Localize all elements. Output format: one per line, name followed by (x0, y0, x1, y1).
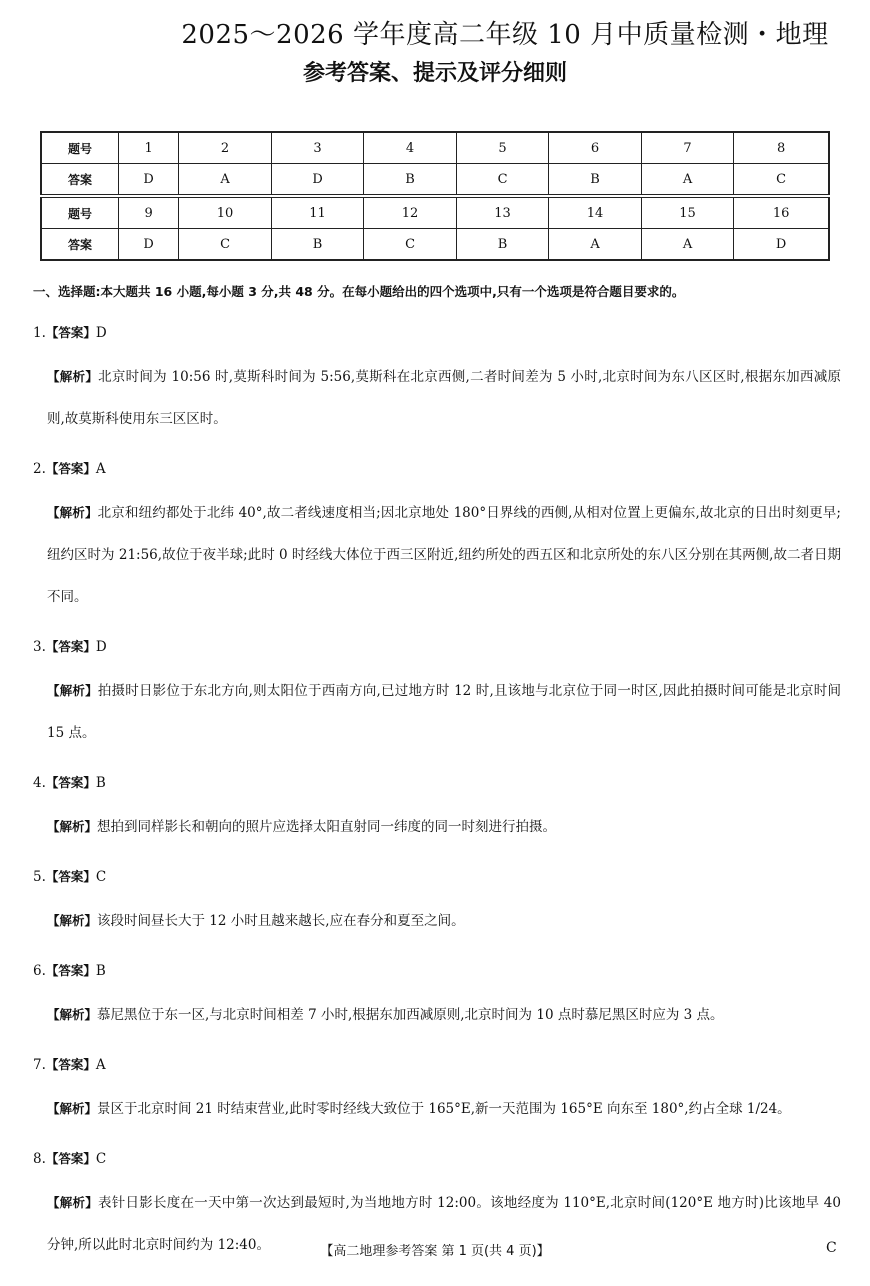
row-label-number: 题号 (41, 196, 119, 229)
explanation-tag: 【解析】 (47, 1101, 98, 1116)
section-intro: 一、选择题:本大题共 16 小题,每小题 3 分,共 48 分。在每小题给出的四个选项中,只有一个选项是符合题目要求的。 (33, 284, 685, 299)
explanation-text: 北京时间为 10:56 时,莫斯科时间为 5:56,莫斯科在北京西侧,二者时间差为 5 小时,北京时间为东八区区时,根据东加西减原则,故莫斯科使用东三区区时。 (47, 369, 841, 427)
explanation-text: 表针日影长度在一天中第一次达到最短时,为当地地方时 12:00。该地经度为 110°E,北京时间(120°E 地方时)比该地早 40 分钟,所以此时北京时间约为 12:40。 (47, 1195, 841, 1253)
explanation (47, 806, 841, 848)
answer-value: D (95, 639, 107, 655)
question-number-cell: 3 (271, 132, 364, 164)
answer-cell: A (641, 164, 734, 197)
question-number-cell: 15 (641, 196, 734, 229)
question-number-cell: 10 (179, 196, 272, 229)
answer-cell: C (456, 164, 549, 197)
question-number-cell: 7 (641, 132, 734, 164)
question-item (33, 774, 841, 848)
answer-line (33, 962, 841, 980)
explanation (47, 356, 841, 440)
explanation-text: 景区于北京时间 21 时结束营业,此时零时经线大致位于 165°E,新一天范围为 165°E 向东至 180°,约占全球 1/24。 (97, 1101, 791, 1117)
question-number-cell: 1 (119, 132, 179, 164)
question-item (33, 868, 841, 942)
row-label-answer: 答案 (41, 229, 119, 261)
question-item (33, 460, 841, 618)
explanation-tag: 【解析】 (47, 819, 98, 834)
answer-value: B (95, 963, 106, 979)
answer-cell: A (179, 164, 272, 197)
answer-cell: D (119, 164, 179, 197)
answer-cell: A (641, 229, 734, 261)
question-number: 6. (33, 963, 46, 979)
explanation (47, 670, 841, 754)
answer-tag: 【答案】 (45, 963, 96, 978)
explanation-text: 北京和纽约都处于北纬 40°,故二者线速度相当;因北京地处 180°日界线的西侧,从相对位置上更偏东,故北京的日出时刻更早;纽约区时为 21:56,故位于夜半球;此时 0 时经线大体位于西三区附近,纽约所处的西五区和北京所处的东八区分别在其两侧,故二者日期不同。 (47, 505, 841, 605)
row-label-answer: 答案 (41, 164, 119, 197)
table-row-numbers (41, 132, 829, 164)
question-item (33, 1056, 841, 1130)
question-number: 8. (33, 1151, 46, 1167)
explanation-tag: 【解析】 (47, 1007, 98, 1022)
question-number-cell: 14 (549, 196, 642, 229)
question-number: 7. (33, 1057, 46, 1073)
answer-line (33, 868, 841, 886)
question-item (33, 324, 841, 440)
answer-tag: 【答案】 (45, 1057, 96, 1072)
question-item (33, 638, 841, 754)
answer-tag: 【答案】 (45, 639, 96, 654)
answer-cell: B (456, 229, 549, 261)
question-number-cell: 6 (549, 132, 642, 164)
explanation (47, 492, 841, 618)
answer-value: A (95, 1057, 106, 1073)
explanation-text: 慕尼黑位于东一区,与北京时间相差 7 小时,根据东加西减原则,北京时间为 10 点时慕尼黑区时应为 3 点。 (97, 1007, 724, 1023)
explanation-text: 想拍到同样影长和朝向的照片应选择太阳直射同一纬度的同一时刻进行拍摄。 (97, 819, 557, 835)
explanation (47, 900, 841, 942)
explanation (47, 1088, 841, 1130)
question-number-cell: 9 (119, 196, 179, 229)
row-label-number: 题号 (41, 132, 119, 164)
explanation-tag: 【解析】 (47, 369, 99, 384)
answer-cell: B (364, 164, 457, 197)
answer-cell: D (119, 229, 179, 261)
answer-line (33, 1056, 841, 1074)
answer-cell: C (364, 229, 457, 261)
question-number-cell: 13 (456, 196, 549, 229)
page-title: 2025～2026 学年度高二年级 10 月中质量检测・地理 (181, 20, 829, 50)
table-row-answers (41, 229, 829, 261)
question-number-cell: 11 (271, 196, 364, 229)
question-number-cell: 8 (734, 132, 829, 164)
question-item (33, 962, 841, 1036)
paper-version: C (826, 1240, 837, 1256)
question-number-cell: 16 (734, 196, 829, 229)
explanation-text: 该段时间昼长大于 12 小时且越来越长,应在春分和夏至之间。 (97, 913, 465, 929)
answer-line (33, 460, 841, 478)
page-footer: 【高二地理参考答案 第 1 页(共 4 页)】 (320, 1244, 550, 1259)
explanation-tag: 【解析】 (47, 1195, 99, 1210)
answer-cell: C (734, 164, 829, 197)
page-subtitle: 参考答案、提示及评分细则 (302, 61, 567, 86)
answer-tag: 【答案】 (45, 461, 96, 476)
question-number-cell: 12 (364, 196, 457, 229)
answer-cell: C (179, 229, 272, 261)
answer-tag: 【答案】 (45, 869, 96, 884)
answer-value: D (95, 325, 107, 341)
answer-cell: A (549, 229, 642, 261)
explanation-tag: 【解析】 (47, 913, 98, 928)
question-number-cell: 5 (456, 132, 549, 164)
question-number: 3. (33, 639, 46, 655)
explanation-text: 拍摄时日影位于东北方向,则太阳位于西南方向,已过地方时 12 时,且该地与北京位于同一时区,因此拍摄时间可能是北京时间 15 点。 (47, 683, 841, 741)
answer-value: B (95, 775, 106, 791)
table-row-answers (41, 164, 829, 197)
answer-table (40, 131, 830, 261)
answer-value: C (95, 1151, 107, 1167)
explanation-tag: 【解析】 (47, 505, 98, 520)
answer-line (33, 324, 841, 342)
answer-cell: D (271, 164, 364, 197)
table-row-numbers (41, 196, 829, 229)
answer-tag: 【答案】 (45, 325, 96, 340)
answer-tag: 【答案】 (45, 775, 96, 790)
answer-value: C (95, 869, 107, 885)
answer-tag: 【答案】 (45, 1151, 96, 1166)
question-number: 1. (33, 325, 46, 341)
answer-line (33, 774, 841, 792)
question-number-cell: 4 (364, 132, 457, 164)
explanation-tag: 【解析】 (47, 683, 98, 698)
question-number: 5. (33, 869, 46, 885)
answer-line (33, 1150, 841, 1168)
answer-cell: D (734, 229, 829, 261)
question-number-cell: 2 (179, 132, 272, 164)
answer-content (33, 282, 841, 1286)
explanation (47, 994, 841, 1036)
answer-cell: B (271, 229, 364, 261)
answer-value: A (95, 461, 106, 477)
answer-cell: B (549, 164, 642, 197)
question-number: 4. (33, 775, 46, 791)
question-list (33, 324, 841, 1266)
answer-line (33, 638, 841, 656)
question-number: 2. (33, 461, 46, 477)
